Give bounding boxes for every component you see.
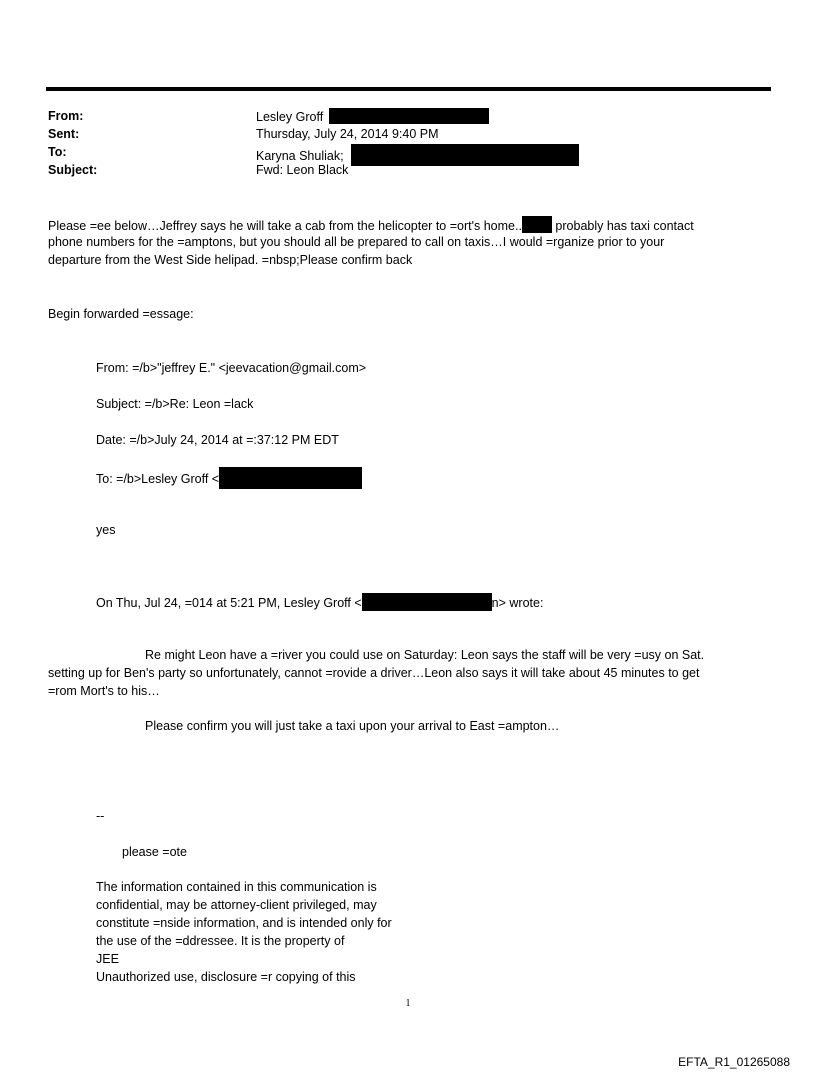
redaction-box bbox=[351, 144, 579, 166]
sent-value: Thursday, July 24, 2014 9:40 PM bbox=[256, 127, 439, 141]
disclaimer-line: constitute =nside information, and is intended only for bbox=[96, 916, 392, 930]
redaction-box bbox=[219, 467, 362, 489]
redaction-box bbox=[522, 216, 552, 233]
quote-line: =rom Mort's to his… bbox=[48, 684, 160, 698]
disclaimer-line: The information contained in this communication is bbox=[96, 880, 377, 894]
disclaimer-line: confidential, may be attorney-client privileged, may bbox=[96, 898, 377, 912]
body-line: phone numbers for the =amptons, but you should all be prepared to call on taxis…I would =rganize prior to your bbox=[48, 235, 665, 249]
please-note: please =ote bbox=[122, 845, 187, 859]
bates-number: EFTA_R1_01265088 bbox=[678, 1055, 790, 1069]
subject-value: Fwd: Leon Black bbox=[256, 163, 349, 177]
quote-intro bbox=[96, 593, 543, 612]
body-line bbox=[48, 216, 694, 235]
disclaimer-line: the use of the =ddressee. It is the property of bbox=[96, 934, 345, 948]
redaction-box bbox=[362, 593, 492, 611]
body-text: Please =ee below…Jeffrey says he will take a cab from the helicopter to =ort's home.. bbox=[48, 219, 522, 233]
to-label: To: bbox=[48, 145, 67, 159]
body-text: probably has taxi contact bbox=[555, 219, 694, 233]
to-name: Karyna Shuliak; bbox=[256, 149, 344, 163]
from-label: From: bbox=[48, 109, 84, 123]
fwd-from: From: =/b>"jeffrey E." <jeevacation@gmail.com> bbox=[96, 361, 367, 375]
signature-dash: -- bbox=[96, 809, 105, 823]
reply-text: yes bbox=[96, 523, 116, 537]
sent-label: Sent: bbox=[48, 127, 80, 141]
disclaimer-line: JEE bbox=[96, 952, 119, 966]
quote-line: setting up for Ben's party so unfortunately, cannot =rovide a driver…Leon also says it will take about 45 minutes to get bbox=[48, 666, 700, 680]
from-name: Lesley Groff bbox=[256, 110, 324, 124]
forwarded-heading: Begin forwarded =essage: bbox=[48, 307, 194, 321]
fwd-to-text: To: =/b>Lesley Groff < bbox=[96, 472, 220, 486]
quote-line: Please confirm you will just take a taxi upon your arrival to East =ampton… bbox=[145, 719, 560, 733]
disclaimer-line: Unauthorized use, disclosure =r copying of this bbox=[96, 970, 356, 984]
page-number: 1 bbox=[405, 998, 411, 1009]
redaction-box bbox=[329, 108, 489, 124]
fwd-date: Date: =/b>July 24, 2014 at =:37:12 PM EDT bbox=[96, 433, 339, 447]
quote-intro-text: n> wrote: bbox=[491, 596, 544, 610]
quote-intro-text: On Thu, Jul 24, =014 at 5:21 PM, Lesley Groff < bbox=[96, 596, 362, 610]
body-line: departure from the West Side helipad. =nbsp;Please confirm back bbox=[48, 253, 413, 267]
quote-line: Re might Leon have a =river you could use on Saturday: Leon says the staff will be very =usy on Sat. bbox=[145, 648, 705, 662]
fwd-to bbox=[96, 467, 362, 489]
from-value bbox=[256, 108, 489, 126]
header-rule bbox=[46, 87, 771, 91]
fwd-subject: Subject: =/b>Re: Leon =lack bbox=[96, 397, 254, 411]
subject-label: Subject: bbox=[48, 163, 98, 177]
